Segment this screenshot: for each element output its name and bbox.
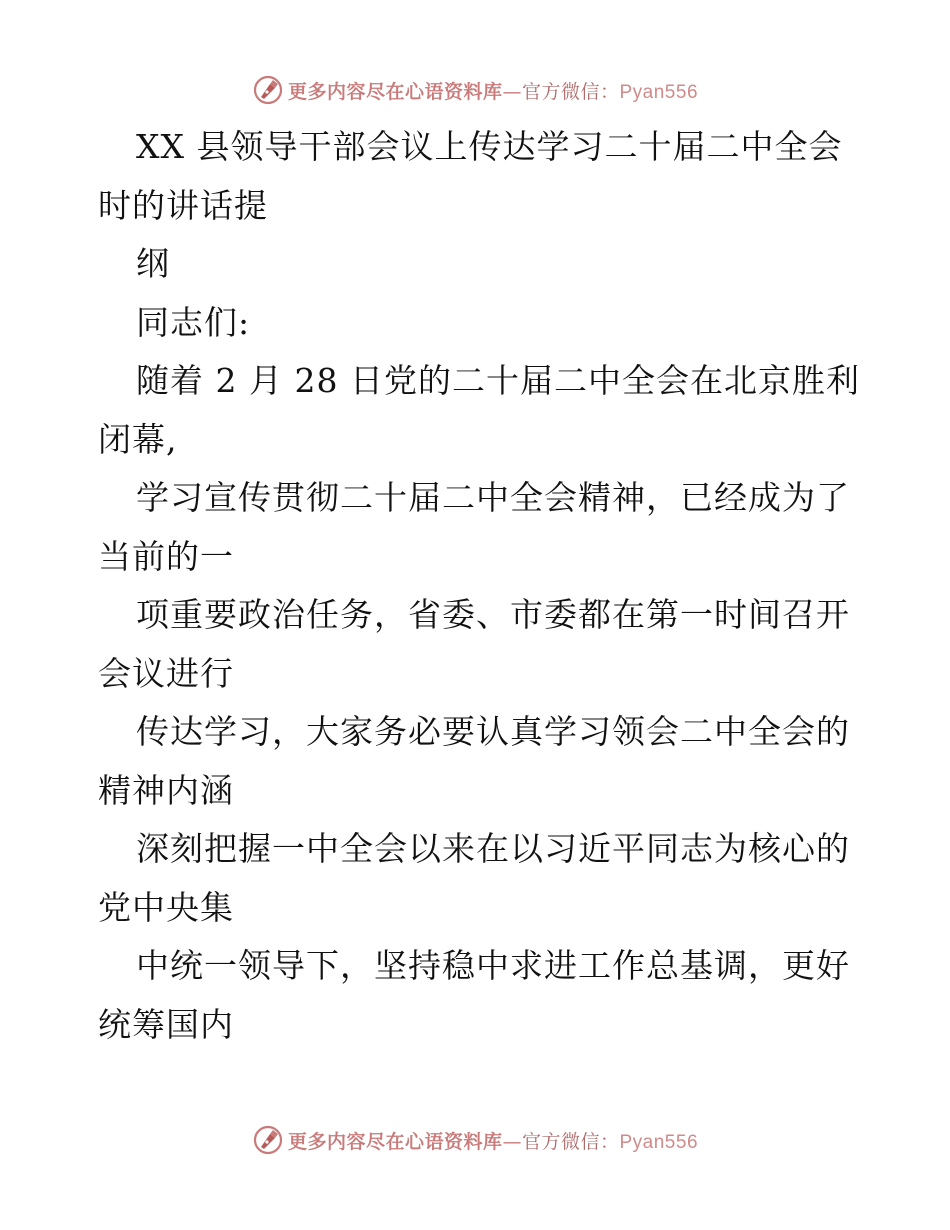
watermark-main-text: 更多内容尽在心语资料库: [287, 1130, 503, 1153]
watermark-wechat-label: 官方微信：: [521, 1130, 620, 1153]
text-line: 随着 2 月 28 日党的二十届二中全会在北京胜利: [136, 361, 860, 400]
footer-watermark-banner: [0, 1122, 950, 1158]
text-line: 党中央集: [98, 887, 234, 927]
text-line: 学习宣传贯彻二十届二中全会精神，已经成为了: [136, 478, 850, 517]
watermark-wechat-id: Pyan556: [619, 1131, 699, 1153]
text-line: 时的讲话提: [98, 185, 268, 225]
watermark-separator: —: [502, 80, 522, 103]
watermark-wechat-id: Pyan556: [619, 81, 699, 103]
text-line: 项重要政治任务，省委、市委都在第一时间召开: [136, 595, 850, 634]
text-line: 会议进行: [98, 653, 234, 693]
text-line: 深刻把握一中全会以来在以习近平同志为核心的: [136, 829, 850, 868]
text-line: 当前的一: [98, 536, 234, 576]
watermark-main-text: 更多内容尽在心语资料库: [287, 80, 503, 103]
text-line: 统筹国内: [98, 1004, 234, 1044]
header-watermark-banner: [0, 72, 950, 108]
text-line: 精神内涵: [98, 770, 234, 810]
text-line: 纲: [136, 244, 170, 283]
text-line: 传达学习，大家务必要认真学习领会二中全会的: [136, 712, 850, 751]
text-line: 中统一领导下，坚持稳中求进工作总基调，更好: [136, 946, 850, 985]
text-line: XX 县领导干部会议上传达学习二十届二中全会: [136, 127, 843, 166]
watermark-text: [288, 1127, 698, 1154]
pen-nib-logo-icon: [252, 1124, 284, 1156]
text-line: 闭幕,: [98, 419, 178, 459]
watermark-separator: —: [502, 1130, 522, 1153]
watermark-wechat-label: 官方微信：: [521, 80, 620, 103]
watermark-text: [288, 77, 698, 104]
document-body: [98, 118, 878, 1054]
pen-nib-logo-icon: [252, 74, 284, 106]
text-line: 同志们:: [136, 302, 251, 342]
